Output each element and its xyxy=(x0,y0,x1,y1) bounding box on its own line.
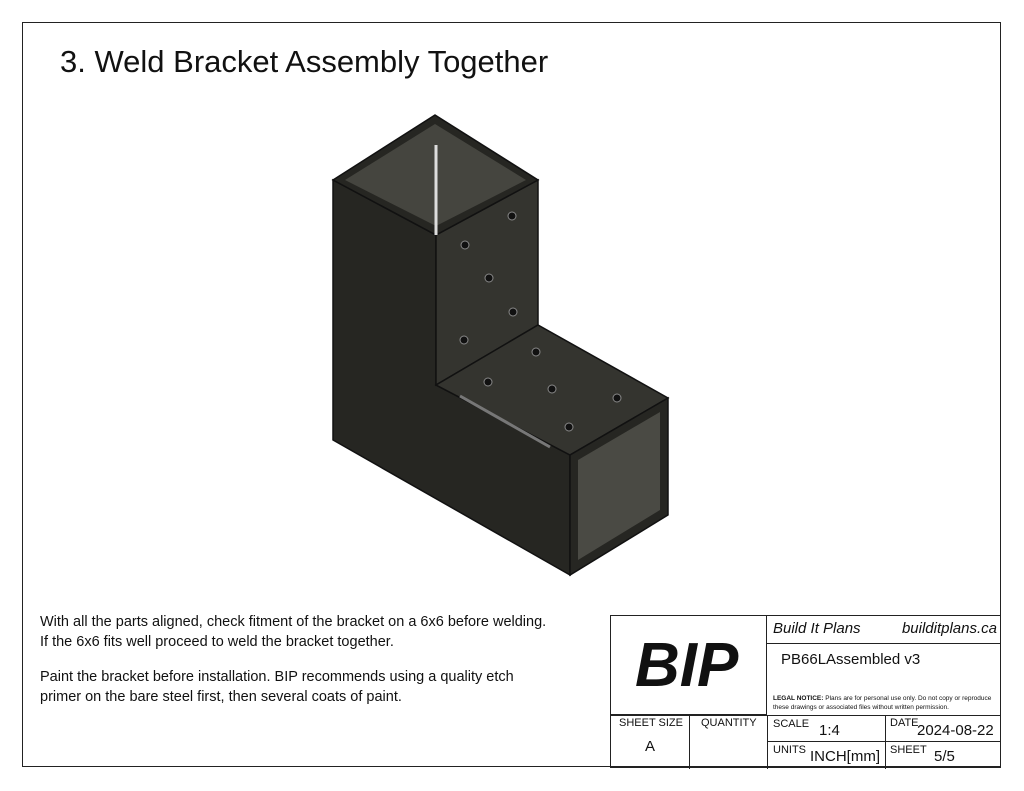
date-label: DATE xyxy=(890,717,919,729)
logo-cell xyxy=(611,616,767,715)
note-1: With all the parts aligned, check fitment of the bracket on a 6x6 before welding. If the 6x6 fits well proceed to weld the bracket together. xyxy=(40,614,547,650)
bip-logo: BIP xyxy=(635,631,739,700)
website: builditplans.ca xyxy=(901,620,997,637)
legal-notice xyxy=(773,694,998,712)
legal-label: LEGAL NOTICE: xyxy=(773,695,824,702)
sheet-label: SHEET xyxy=(890,744,927,756)
page-title: 3. Weld Bracket Assembly Together xyxy=(60,44,549,79)
scale-value: 1:4 xyxy=(819,722,840,739)
scale-label: SCALE xyxy=(773,718,810,730)
part-name: PB66LAssembled v3 xyxy=(781,651,921,668)
note-2: Paint the bracket before installation. BIP recommends using a quality etch primer on the bare steel first, then several coats of paint. xyxy=(40,669,514,705)
divider xyxy=(611,715,1001,716)
divider xyxy=(885,715,886,769)
divider xyxy=(689,715,690,769)
company-name: Build It Plans xyxy=(773,620,861,637)
sheet-value: 5/5 xyxy=(934,748,955,765)
units-value: INCH[mm] xyxy=(810,748,880,765)
title-block xyxy=(610,615,1001,768)
divider xyxy=(767,741,1001,742)
instruction-notes xyxy=(40,612,546,722)
company-row xyxy=(767,616,1001,644)
sheet-size-label: SHEET SIZE xyxy=(619,717,683,729)
date-value: 2024-08-22 xyxy=(917,722,994,739)
legal-text: Plans are for personal use only. Do not copy or reproduce these drawings or associated files without written permission. xyxy=(773,695,992,711)
divider xyxy=(767,715,768,769)
quantity-label: QUANTITY xyxy=(701,717,757,729)
sheet-size-value: A xyxy=(645,738,656,755)
units-label: UNITS xyxy=(773,744,806,756)
